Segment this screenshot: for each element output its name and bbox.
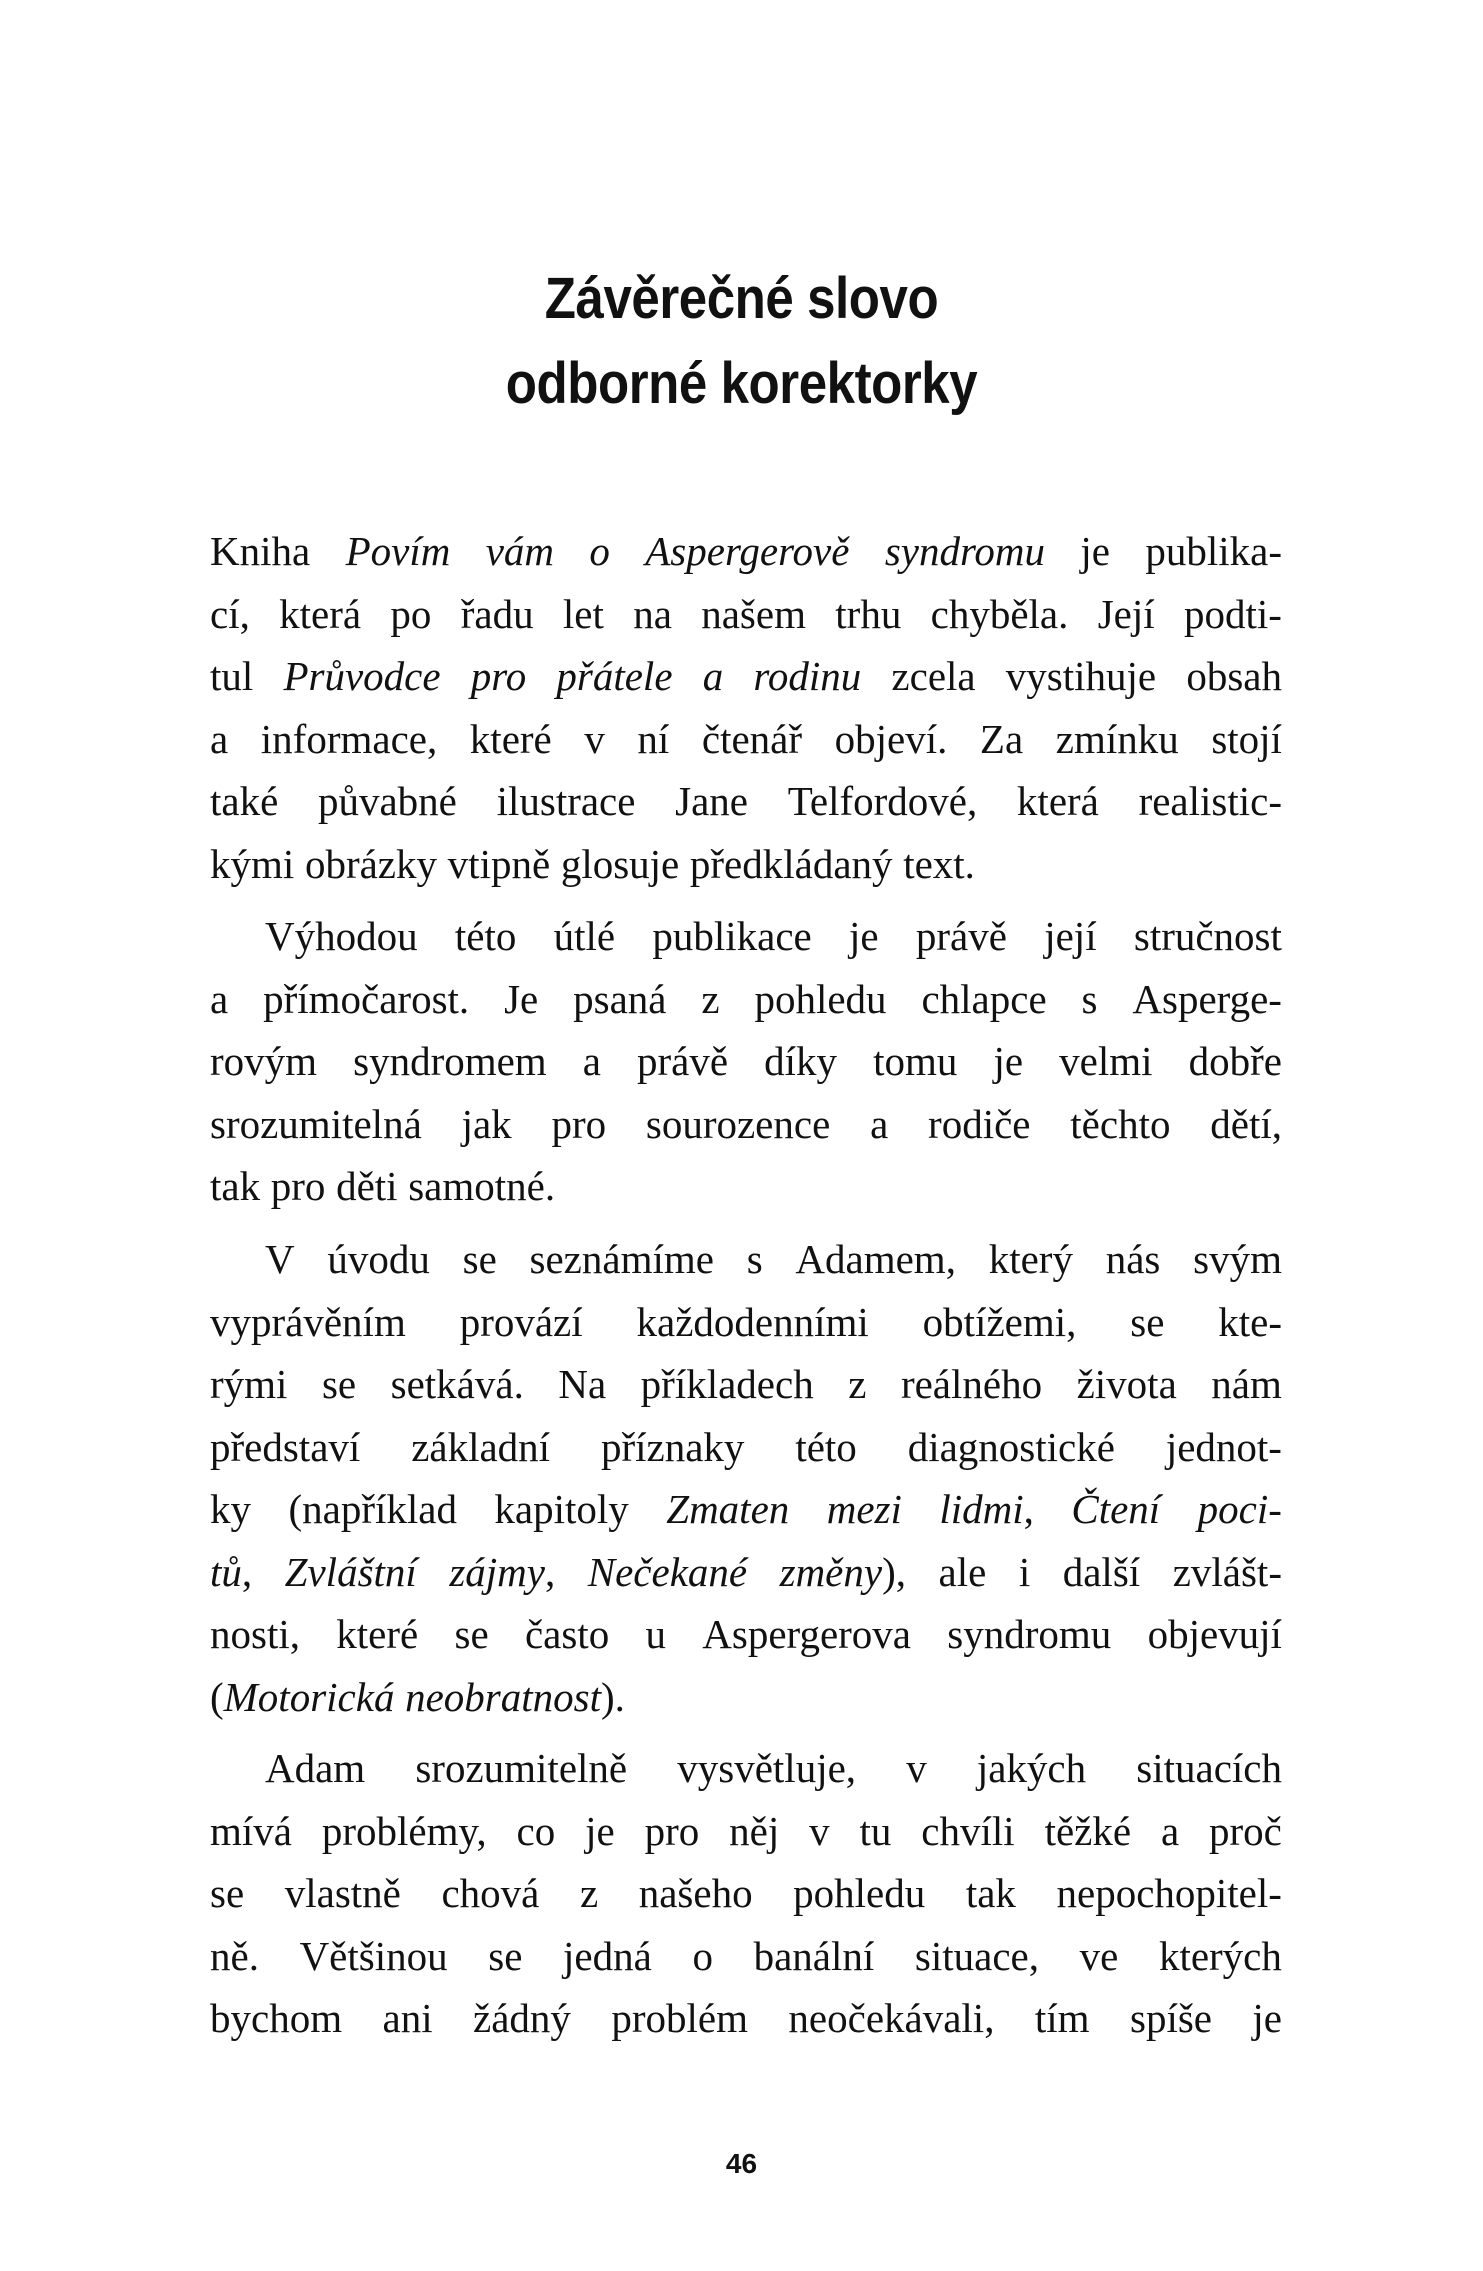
word: a (582, 1038, 601, 1084)
word: jak (461, 1100, 512, 1147)
word: je (585, 1807, 615, 1854)
word: právě (915, 913, 1007, 959)
word: na (633, 590, 672, 637)
word: problém (611, 1995, 748, 2041)
word: glosuje (560, 840, 680, 887)
word: útlé (553, 913, 616, 959)
text-line (210, 1416, 1282, 1479)
text-line (210, 645, 1282, 708)
chapter-title-line-2: odborné korektorky (505, 351, 978, 416)
word: v (809, 1807, 830, 1854)
text-line (210, 708, 1282, 771)
word: ky (210, 1486, 251, 1532)
italic-word: tů, (210, 1548, 253, 1595)
word: se (488, 1932, 523, 1979)
word: ani (382, 1995, 433, 2041)
text-line (210, 1291, 1282, 1354)
word: rodiče (928, 1100, 1031, 1147)
italic-word: Čtení (1071, 1486, 1161, 1532)
word: tak (210, 1163, 261, 1209)
text-line (210, 770, 1282, 833)
word: ale (938, 1548, 987, 1595)
word: nosti, (210, 1611, 300, 1657)
word: v (584, 715, 605, 762)
word: co (516, 1807, 556, 1854)
word: je (849, 913, 879, 959)
word: chová (441, 1870, 540, 1916)
word: kapitoly (494, 1486, 629, 1532)
text-line (210, 1228, 1282, 1291)
text-line (210, 1155, 1282, 1218)
word: trhu (835, 590, 902, 637)
word: obtížemi, (922, 1298, 1077, 1345)
word: objevují (1147, 1611, 1282, 1657)
word: tu (859, 1807, 892, 1854)
word: s (1081, 975, 1098, 1022)
word: chlapce (921, 975, 1047, 1022)
italic-word: lidmi, (939, 1486, 1034, 1532)
word: Její (1097, 590, 1155, 637)
italic-word: Povím (345, 528, 451, 574)
word: s (746, 1236, 763, 1282)
word: rovým (210, 1038, 318, 1084)
word: této (454, 913, 517, 959)
word: po (390, 590, 432, 637)
italic-word: mezi (826, 1486, 902, 1532)
word: která (279, 590, 362, 637)
word: Na (558, 1361, 607, 1407)
word: kými (210, 840, 295, 887)
word: příznaky (600, 1423, 745, 1470)
chapter-title-line-1: Závěrečné slovo (544, 266, 939, 331)
italic-word: neobratnost). (405, 1673, 625, 1720)
word: těchto (1070, 1100, 1171, 1147)
word: Za (979, 715, 1024, 762)
italic-word: o (589, 528, 610, 574)
word: a (210, 975, 229, 1022)
word: Asperge- (1132, 975, 1282, 1022)
text-line (210, 520, 1282, 583)
word: se (462, 1236, 497, 1282)
word: bychom (210, 1995, 343, 2041)
word: obsah (1186, 653, 1282, 699)
italic-word: syndromu (884, 528, 1046, 574)
word: Je (504, 975, 539, 1022)
word: vlastně (284, 1870, 401, 1916)
word: vysvětluje, (677, 1745, 857, 1791)
word: banální (753, 1932, 875, 1979)
italic-word: Aspergerově (645, 528, 850, 574)
word: často (524, 1611, 610, 1657)
word: našeho (638, 1870, 753, 1916)
text-line (210, 1093, 1282, 1156)
word: řadu (460, 590, 534, 637)
word: i (1018, 1548, 1031, 1595)
italic-word: rodinu (753, 653, 862, 699)
word: vystihuje (1005, 653, 1157, 699)
word: pohledu (793, 1870, 926, 1916)
word: ní (637, 715, 670, 762)
word: z (848, 1361, 867, 1407)
word: její (1044, 913, 1097, 959)
word: děti (336, 1163, 398, 1209)
italic-word: změny), (779, 1548, 906, 1595)
word: díky (764, 1038, 838, 1084)
word: které (469, 715, 552, 762)
word: jedná (563, 1932, 652, 1979)
word: tul (210, 653, 254, 699)
word: o (692, 1932, 713, 1979)
word: srozumitelně (415, 1745, 628, 1791)
text-line (210, 833, 1282, 896)
word: také (210, 778, 279, 824)
word: přímočarost. (263, 975, 470, 1022)
word: nás (1105, 1236, 1161, 1282)
word: Jane (675, 778, 749, 824)
word: text. (903, 840, 975, 887)
italic-word: Nečekané (587, 1548, 748, 1595)
word: něj (729, 1807, 780, 1854)
word: jednot- (1165, 1423, 1282, 1470)
word: situace, (914, 1932, 1039, 1979)
word: mívá (210, 1807, 292, 1854)
word: každodenními (636, 1298, 869, 1345)
word: velmi (1059, 1038, 1153, 1084)
word: které (336, 1611, 419, 1657)
text-line (210, 583, 1282, 646)
word: samotné. (408, 1163, 556, 1209)
word: psaná (573, 975, 667, 1022)
word: se (1130, 1298, 1165, 1345)
word: a (1160, 1807, 1180, 1854)
text-line (210, 905, 1282, 968)
word: představí (210, 1423, 361, 1470)
word: Telfordové, (787, 778, 978, 824)
word: Kniha (210, 528, 311, 574)
word: obrázky (304, 840, 438, 887)
word: pro (270, 1163, 326, 1209)
word: která (1016, 778, 1099, 824)
word: situacích (1136, 1745, 1282, 1791)
word: této (795, 1423, 857, 1470)
word: vyprávěním (210, 1298, 406, 1345)
page-number: 46 (725, 2148, 758, 2179)
paragraph (210, 1737, 1282, 2050)
word: V (265, 1236, 295, 1282)
word: právě (637, 1038, 729, 1084)
word: žádný (473, 1995, 571, 2041)
italic-word: poci- (1197, 1486, 1282, 1532)
word: další (1062, 1548, 1141, 1595)
word: se (321, 1361, 357, 1407)
word: seznámíme (529, 1236, 714, 1282)
word: neočekávali, (788, 1995, 995, 2041)
text-line (210, 1541, 1282, 1604)
word: tím (1034, 1995, 1090, 2041)
text-line (210, 968, 1282, 1031)
text-line (210, 1666, 1282, 1729)
word: nám (1211, 1361, 1282, 1407)
word: ve (1079, 1932, 1119, 1979)
text-line (210, 1737, 1282, 1800)
word: dobře (1188, 1038, 1282, 1084)
word: publikace (652, 913, 812, 959)
word: u (645, 1611, 666, 1657)
text-line (210, 1478, 1282, 1541)
word: syndromu (947, 1611, 1112, 1657)
paragraph (210, 520, 1282, 895)
paragraph (210, 1228, 1282, 1728)
italic-word: přátele (556, 653, 673, 699)
word: základní (411, 1423, 551, 1470)
text-line (210, 1925, 1282, 1988)
text-line (210, 1987, 1282, 2050)
italic-word: vám (485, 528, 555, 574)
word: podti- (1183, 590, 1282, 637)
word: proč (1209, 1807, 1282, 1854)
italic-word: (Motorická (210, 1673, 395, 1720)
italic-word: pro (470, 653, 527, 699)
word: svým (1193, 1236, 1282, 1282)
word: kte- (1218, 1298, 1282, 1345)
word: a (210, 715, 229, 762)
word: zmínku (1055, 715, 1179, 762)
word: syndromem (353, 1038, 547, 1084)
word: který (988, 1236, 1073, 1282)
word: a (870, 1100, 889, 1147)
word: srozumitelná (210, 1100, 422, 1147)
word: těžké (1044, 1807, 1132, 1854)
word: let (562, 590, 604, 637)
word: z (579, 1870, 599, 1916)
word: předkládaný (689, 840, 893, 887)
word: kterých (1158, 1932, 1282, 1979)
text-line (210, 1603, 1282, 1666)
word: reálného (900, 1361, 1043, 1407)
word: ilustrace (496, 778, 636, 824)
word: půvabné (317, 778, 457, 824)
word: setkává. (390, 1361, 524, 1407)
word: stojí (1211, 715, 1282, 762)
word: Výhodou (265, 913, 418, 959)
word: v (906, 1745, 927, 1791)
word: pro (551, 1100, 607, 1147)
word: je (1252, 1995, 1282, 2041)
word: Většinou (299, 1932, 448, 1979)
word: se (210, 1870, 245, 1916)
word: sourozence (645, 1100, 831, 1147)
word: čtenář (701, 715, 803, 762)
word: života (1076, 1361, 1177, 1407)
paragraph (210, 905, 1282, 1218)
word: je (993, 1038, 1024, 1084)
italic-word: Zvláštní (284, 1548, 417, 1595)
italic-word: zájmy, (449, 1548, 556, 1595)
word: jakých (976, 1745, 1087, 1791)
word: zcela (891, 653, 976, 699)
word: vtipně (447, 840, 551, 887)
word: provází (459, 1298, 583, 1345)
word: diagnostické (907, 1423, 1115, 1470)
word: realistic- (1138, 778, 1282, 824)
word: spíše (1129, 1995, 1212, 2041)
word: chyběla. (930, 590, 1069, 637)
word: našem (701, 590, 806, 637)
word: problémy, (321, 1807, 487, 1854)
word: ně. (210, 1932, 259, 1979)
word: příkladech (640, 1361, 814, 1407)
word: zvlášt- (1172, 1548, 1282, 1595)
word: pohledu (754, 975, 887, 1022)
italic-word: a (702, 653, 724, 699)
word: nepochopitel- (1056, 1870, 1282, 1916)
word: je (1080, 528, 1110, 574)
word: úvodu (327, 1236, 430, 1282)
italic-word: Zmaten (666, 1486, 790, 1532)
word: rými (210, 1361, 288, 1407)
word: publika- (1145, 528, 1282, 574)
word: objeví. (834, 715, 948, 762)
word: Aspergerova (702, 1611, 911, 1657)
word: pro (644, 1807, 700, 1854)
word: tomu (873, 1038, 958, 1084)
word: stručnost (1133, 913, 1282, 959)
word: z (701, 975, 720, 1022)
word: Adamem, (795, 1236, 956, 1282)
word: cí, (210, 590, 250, 637)
text-line (210, 1800, 1282, 1863)
word: Adam (265, 1745, 366, 1791)
word: se (454, 1611, 489, 1657)
word: informace, (260, 715, 438, 762)
text-line (210, 1862, 1282, 1925)
word: (například (288, 1486, 457, 1532)
word: dětí, (1210, 1100, 1282, 1147)
text-line (210, 1353, 1282, 1416)
word: chvíli (921, 1807, 1015, 1854)
text-line (210, 1030, 1282, 1093)
italic-word: Průvodce (283, 653, 441, 699)
word: tak (965, 1870, 1016, 1916)
